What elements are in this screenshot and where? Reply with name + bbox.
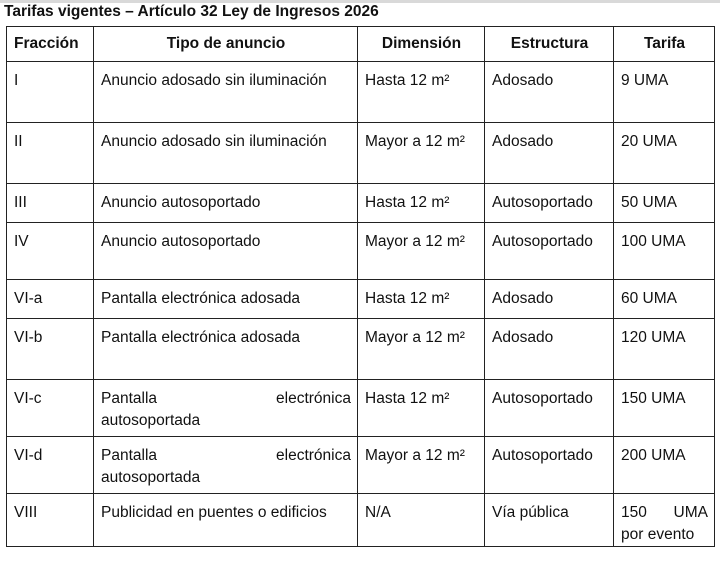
cell-dimension: Hasta 12 m² <box>358 184 485 223</box>
cell-tarifa: 100 UMA <box>614 223 715 280</box>
cell-estructura: Autosoportado <box>485 437 614 494</box>
cell-tarifa-unit: UMA <box>673 504 708 521</box>
cell-fraccion: VI-b <box>7 319 94 380</box>
cell-estructura: Adosado <box>485 280 614 319</box>
cell-tipo-line1 <box>101 445 351 467</box>
cell-estructura: Autosoportado <box>485 223 614 280</box>
table-row <box>7 494 715 547</box>
cell-estructura: Autosoportado <box>485 380 614 437</box>
cell-tarifa-amount: 150 <box>621 504 647 521</box>
header-tarifa: Tarifa <box>614 27 715 62</box>
cell-fraccion: III <box>7 184 94 223</box>
cell-tarifa: 60 UMA <box>614 280 715 319</box>
cell-tipo: Pantalla electrónica adosada <box>94 319 358 380</box>
rates-table <box>6 26 715 547</box>
table-row <box>7 437 715 494</box>
header-fraccion: Fracción <box>7 27 94 62</box>
cell-fraccion: VI-c <box>7 380 94 437</box>
cell-tarifa: 120 UMA <box>614 319 715 380</box>
cell-tipo-word: Pantalla <box>101 447 158 464</box>
cell-fraccion: IV <box>7 223 94 280</box>
cell-tipo-word: electrónica <box>276 447 351 464</box>
cell-dimension: Hasta 12 m² <box>358 380 485 437</box>
cell-tipo-line2: autosoportada <box>101 469 201 486</box>
cell-tipo: Anuncio autosoportado <box>94 223 358 280</box>
table-row <box>7 184 715 223</box>
cell-tarifa-line1 <box>621 502 708 524</box>
cell-tarifa: 50 UMA <box>614 184 715 223</box>
cell-fraccion: VI-a <box>7 280 94 319</box>
cell-tarifa <box>614 494 715 547</box>
cell-estructura: Vía pública <box>485 494 614 547</box>
cell-estructura: Adosado <box>485 319 614 380</box>
cell-tarifa-line2: por evento <box>621 526 695 543</box>
cell-estructura: Adosado <box>485 123 614 184</box>
cell-tarifa: 150 UMA <box>614 380 715 437</box>
cell-tipo-line1 <box>101 388 351 410</box>
header-dimension: Dimensión <box>358 27 485 62</box>
document-title: Tarifas vigentes – Artículo 32 Ley de Ingresos 2026 <box>4 3 379 20</box>
cell-tipo: Anuncio autosoportado <box>94 184 358 223</box>
table-row <box>7 280 715 319</box>
cell-fraccion: I <box>7 62 94 123</box>
cell-tarifa: 20 UMA <box>614 123 715 184</box>
table-row <box>7 62 715 123</box>
table-row <box>7 319 715 380</box>
cell-tipo <box>94 380 358 437</box>
header-estructura: Estructura <box>485 27 614 62</box>
cell-tipo-line2: autosoportada <box>101 412 201 429</box>
cell-tarifa: 200 UMA <box>614 437 715 494</box>
cell-tipo: Pantalla electrónica adosada <box>94 280 358 319</box>
cell-tipo: Publicidad en puentes o edificios <box>94 494 358 547</box>
cell-dimension: Hasta 12 m² <box>358 280 485 319</box>
header-tipo-de-anuncio: Tipo de anuncio <box>94 27 358 62</box>
cell-estructura: Adosado <box>485 62 614 123</box>
table-row <box>7 380 715 437</box>
cell-dimension: N/A <box>358 494 485 547</box>
table-row <box>7 123 715 184</box>
cell-fraccion: VI-d <box>7 437 94 494</box>
cell-tipo-word: Pantalla <box>101 390 158 407</box>
cell-tipo-word: electrónica <box>276 390 351 407</box>
cell-tarifa: 9 UMA <box>614 62 715 123</box>
cell-dimension: Mayor a 12 m² <box>358 123 485 184</box>
cell-fraccion: II <box>7 123 94 184</box>
cell-tipo: Anuncio adosado sin iluminación <box>94 62 358 123</box>
cell-dimension: Mayor a 12 m² <box>358 223 485 280</box>
table-header-row <box>7 27 715 62</box>
cell-fraccion: VIII <box>7 494 94 547</box>
cell-dimension: Mayor a 12 m² <box>358 319 485 380</box>
cell-tipo: Anuncio adosado sin iluminación <box>94 123 358 184</box>
table-row <box>7 223 715 280</box>
cell-dimension: Hasta 12 m² <box>358 62 485 123</box>
cell-tipo <box>94 437 358 494</box>
cell-dimension: Mayor a 12 m² <box>358 437 485 494</box>
cell-estructura: Autosoportado <box>485 184 614 223</box>
